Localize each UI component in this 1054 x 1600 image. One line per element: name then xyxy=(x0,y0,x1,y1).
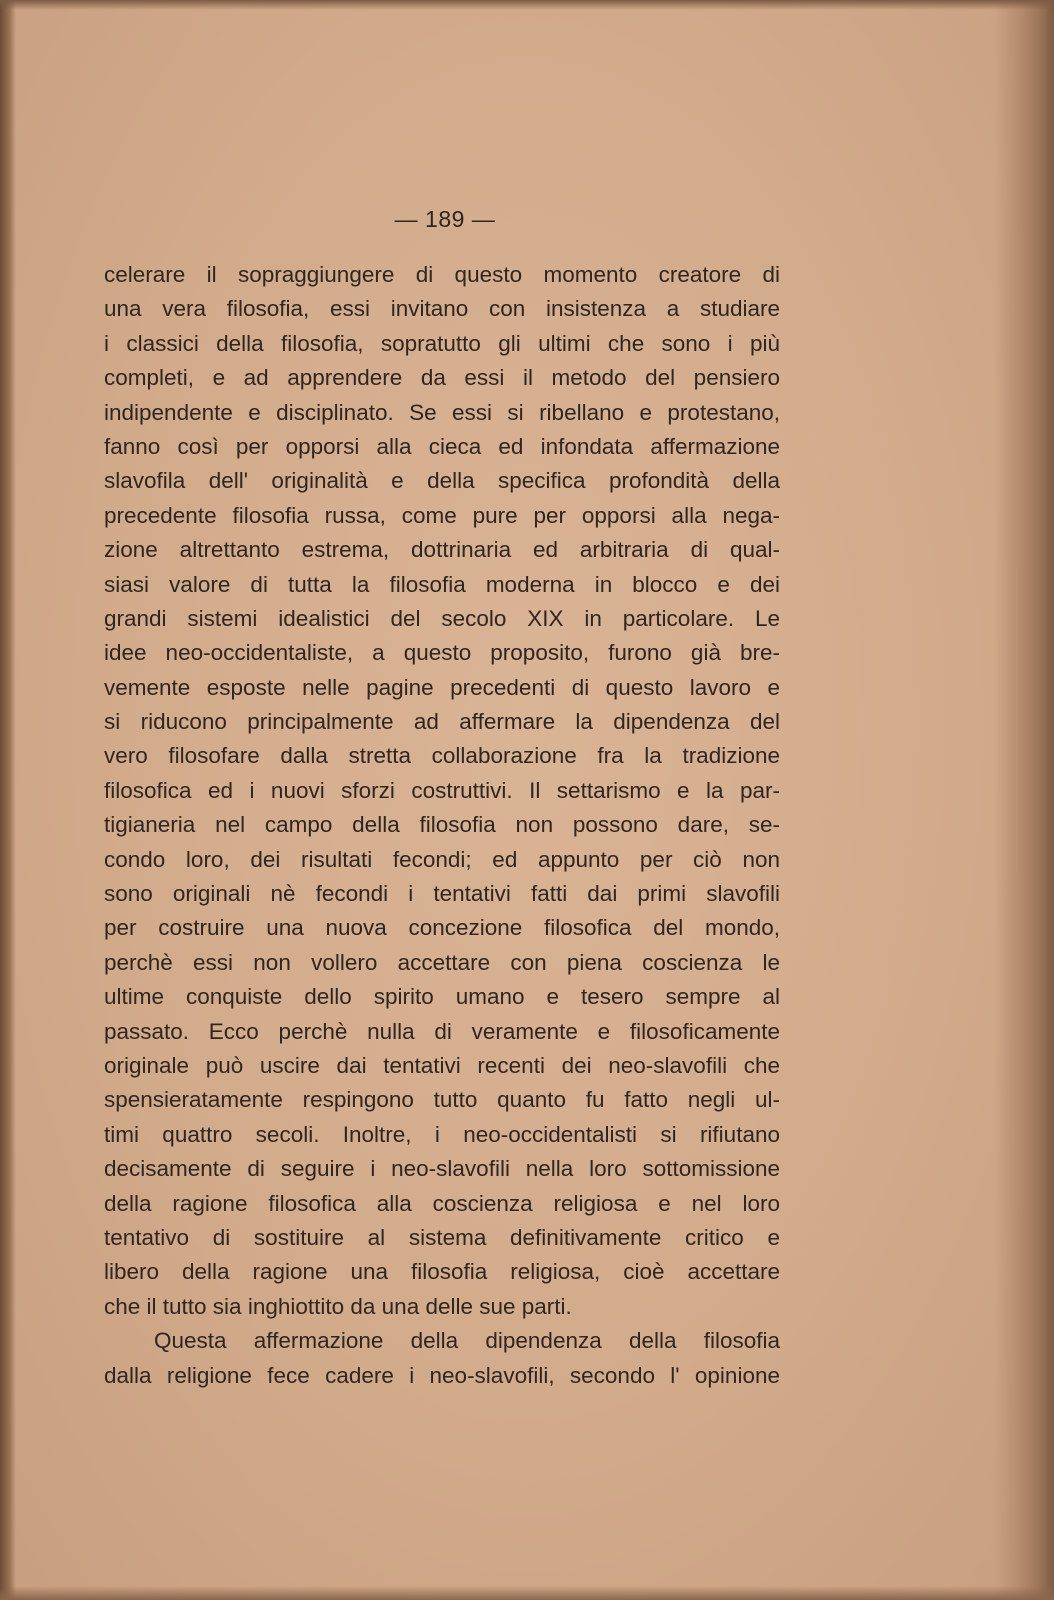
text-line: perchè essi non vollero accettare con piena coscienza le xyxy=(104,949,780,975)
text-line: timi quattro secoli. Inoltre, i neo-occidentalisti si rifiutano xyxy=(104,1121,780,1147)
text-line: indipendente e disciplinato. Se essi si ribellano e protestano, xyxy=(104,399,780,425)
page-edge-top xyxy=(0,0,1054,10)
page-edge-right xyxy=(994,0,1054,1600)
text-line: grandi sistemi idealistici del secolo XIX in particolare. Le xyxy=(104,605,780,631)
text-line: fanno così per opporsi alla cieca ed infondata affermazione xyxy=(104,433,780,459)
text-line: una vera filosofia, essi invitano con insistenza a studiare xyxy=(104,296,780,322)
text-line: completi, e ad apprendere da essi il metodo del pensiero xyxy=(104,365,780,391)
text-line: idee neo-occidentaliste, a questo proposito, furono già bre- xyxy=(104,640,780,666)
text-line: vemente esposte nelle pagine precedenti di questo lavoro e xyxy=(104,674,780,700)
text-line: slavofila dell' originalità e della specifica profondità della xyxy=(104,468,780,494)
text-line: della ragione filosofica alla coscienza religiosa e nel loro xyxy=(104,1190,780,1216)
text-line: tigianeria nel campo della filosofia non possono dare, se- xyxy=(104,812,780,838)
text-line: sono originali nè fecondi i tentativi fatti dai primi slavofili xyxy=(104,881,780,907)
text-line: i classici della filosofia, sopratutto gli ultimi che sono i più xyxy=(104,330,780,356)
page-number: — 189 — xyxy=(394,206,496,232)
text-line: zione altrettanto estrema, dottrinaria ed arbitraria di qual- xyxy=(104,537,780,563)
text-line: per costruire una nuova concezione filosofica del mondo, xyxy=(104,915,780,941)
page-edge-left xyxy=(0,0,16,1600)
text-line: filosofica ed i nuovi sforzi costruttivi. Il settarismo e la par- xyxy=(104,777,780,803)
text-line: si riducono principalmente ad affermare la dipendenza del xyxy=(104,709,780,735)
text-line: passato. Ecco perchè nulla di veramente e filosoficamente xyxy=(104,1018,780,1044)
text-line: spensieratamente respingono tutto quanto fu fatto negli ul- xyxy=(104,1087,780,1113)
text-line: originale può uscire dai tentativi recenti dei neo-slavofili che xyxy=(104,1052,780,1078)
text-line: libero della ragione una filosofia religiosa, cioè accettare xyxy=(104,1259,780,1285)
text-line: tentativo di sostituire al sistema definitivamente critico e xyxy=(104,1224,780,1250)
text-line: precedente filosofia russa, come pure per opporsi alla nega- xyxy=(104,502,780,528)
body-text xyxy=(104,258,780,1393)
page-edge-bottom xyxy=(0,1586,1054,1600)
text-line: decisamente di seguire i neo-slavofili nella loro sottomissione xyxy=(104,1156,780,1182)
text-line: vero filosofare dalla stretta collaborazione fra la tradizione xyxy=(104,743,780,769)
text-line: Questa affermazione della dipendenza della filosofia xyxy=(154,1328,780,1354)
text-line: dalla religione fece cadere i neo-slavofili, secondo l' opinione xyxy=(104,1362,780,1388)
text-line: condo loro, dei risultati fecondi; ed appunto per ciò non xyxy=(104,846,780,872)
text-line: ultime conquiste dello spirito umano e tesero sempre al xyxy=(104,984,780,1010)
text-line: siasi valore di tutta la filosofia moderna in blocco e dei xyxy=(104,571,780,597)
text-line: celerare il sopraggiungere di questo momento creatore di xyxy=(104,262,780,287)
text-line: che il tutto sia inghiottito da una delle sue parti. xyxy=(104,1293,572,1319)
